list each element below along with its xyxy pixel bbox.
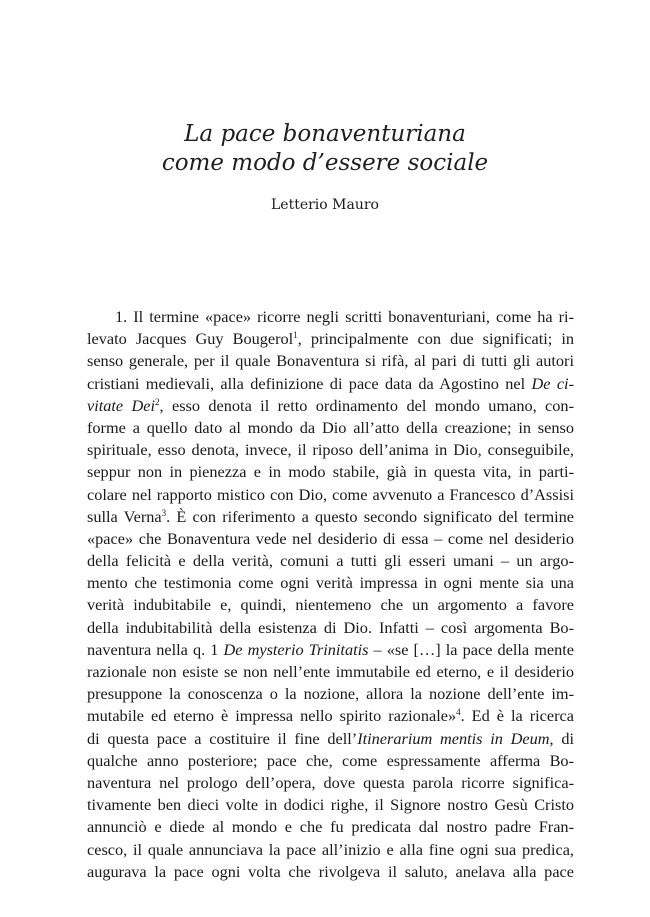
text-run: senso generale, per il quale Bonaventura si rifà, al pari di tutti gli autori (87, 351, 574, 371)
text-line (87, 417, 574, 439)
text-run: di questa pace a costituire il fine dell’ (87, 728, 358, 748)
text-line (87, 506, 574, 528)
footnote-marker: 2 (155, 396, 160, 407)
text-run: della felicità e della verità, comuni a tutti gli esseri umani – un argo- (87, 551, 574, 571)
text-line (87, 839, 574, 861)
text-run: naventura nella q. 1 (87, 639, 224, 659)
footnote-marker: 1 (293, 330, 298, 341)
article-title (0, 120, 650, 178)
text-run: – «se […] la pace della mente (368, 639, 575, 659)
text-run: . Ed è la ricerca (460, 706, 575, 726)
text-run: naventura nel prologo dell’opera, dove questa parola ricorre significa- (87, 772, 574, 792)
text-run: colare nel rapporto mistico con Dio, come avvenuto a Francesco d’Assisi (87, 484, 574, 504)
text-line (87, 439, 574, 461)
text-line (87, 594, 574, 616)
text-run: cristiani medievali, alla definizione di pace data da Agostino nel (87, 373, 532, 393)
text-run: sulla Verna (87, 506, 162, 526)
text-run: 1. Il termine «pace» ricorre negli scritti bonaventuriani, come ha ri- (115, 307, 574, 326)
body-paragraph (87, 306, 574, 883)
title-line-2: come modo d’essere sociale (161, 150, 489, 176)
text-line (87, 328, 574, 350)
text-line (87, 661, 574, 683)
text-run: spirituale, esso denota, invece, il riposo dell’anima in Dio, conseguibile, (87, 440, 574, 460)
text-line (87, 550, 574, 572)
text-line (87, 861, 574, 883)
text-line (87, 728, 574, 750)
text-run: qualche anno posteriore; pace che, come espressamente afferma Bo- (87, 750, 574, 770)
text-line (87, 373, 574, 395)
italic-title: De ci- (531, 373, 574, 393)
text-line (87, 705, 574, 727)
text-run: mento che testimonia come ogni verità impressa in ogni mente sia una (87, 573, 574, 593)
italic-title: Itinerarium mentis in Deum (357, 728, 550, 748)
text-line (87, 639, 574, 661)
text-run: seppur non in pienezza e in modo stabile, già in questa vita, in parti- (87, 462, 574, 482)
italic-title: De mysterio Trinitatis (223, 639, 369, 659)
text-run: augurava la pace ogni volta che rivolgeva il saluto, anelava alla pace (87, 861, 574, 881)
text-line (87, 395, 574, 417)
text-run: forme a quello dato al mondo da Dio all’atto della creazione; in senso (87, 417, 574, 437)
text-run: tivamente ben dieci volte in dodici righe, il Signore nostro Gesù Cristo (87, 795, 574, 815)
text-line (87, 528, 574, 550)
text-line (87, 794, 574, 816)
text-run: della indubitabilità della esistenza di Dio. Infatti – così argomenta Bo- (87, 617, 574, 637)
text-run: mutabile ed eterno è impressa nello spirito razionale» (87, 706, 457, 726)
text-line (87, 461, 574, 483)
text-run: , di (549, 728, 574, 748)
text-line (87, 306, 574, 328)
text-run: razionale non esiste se non nell’ente immutabile ed eterno, e il desiderio (87, 662, 574, 681)
text-run: annunciò e diede al mondo e che fu predicata dal nostro padre Fran- (87, 817, 574, 837)
text-line (87, 572, 574, 594)
text-line (87, 683, 574, 705)
text-run: , esso denota il retto ordinamento del mondo umano, con- (159, 395, 574, 415)
author-name: Letterio Mauro (271, 197, 379, 213)
title-line-1: La pace bonaventuriana (184, 121, 466, 147)
text-line (87, 750, 574, 772)
text-run: . È con riferimento a questo secondo significato del termine (166, 506, 574, 526)
text-line (87, 484, 574, 506)
text-run: «pace» che Bonaventura vede nel desiderio di essa – come nel desiderio (87, 528, 574, 548)
footnote-marker: 4 (456, 707, 461, 718)
footnote-marker: 3 (161, 507, 167, 518)
text-run: presuppone la conoscenza o la nozione, allora la nozione dell’ente im- (87, 684, 574, 704)
text-line (87, 350, 574, 372)
text-line (87, 816, 574, 838)
text-run: verità indubitabile e, quindi, nientemeno che un argomento a favore (87, 595, 574, 615)
text-run: cesco, il quale annunciava la pace all’inizio e alla fine ogni sua predica, (87, 839, 574, 859)
text-line (87, 772, 574, 794)
text-run: levato Jacques Guy Bougerol (87, 329, 294, 349)
italic-title: vitate Dei (87, 395, 156, 415)
text-run: , principalmente con due significati; in (297, 329, 574, 349)
text-line (87, 617, 574, 639)
